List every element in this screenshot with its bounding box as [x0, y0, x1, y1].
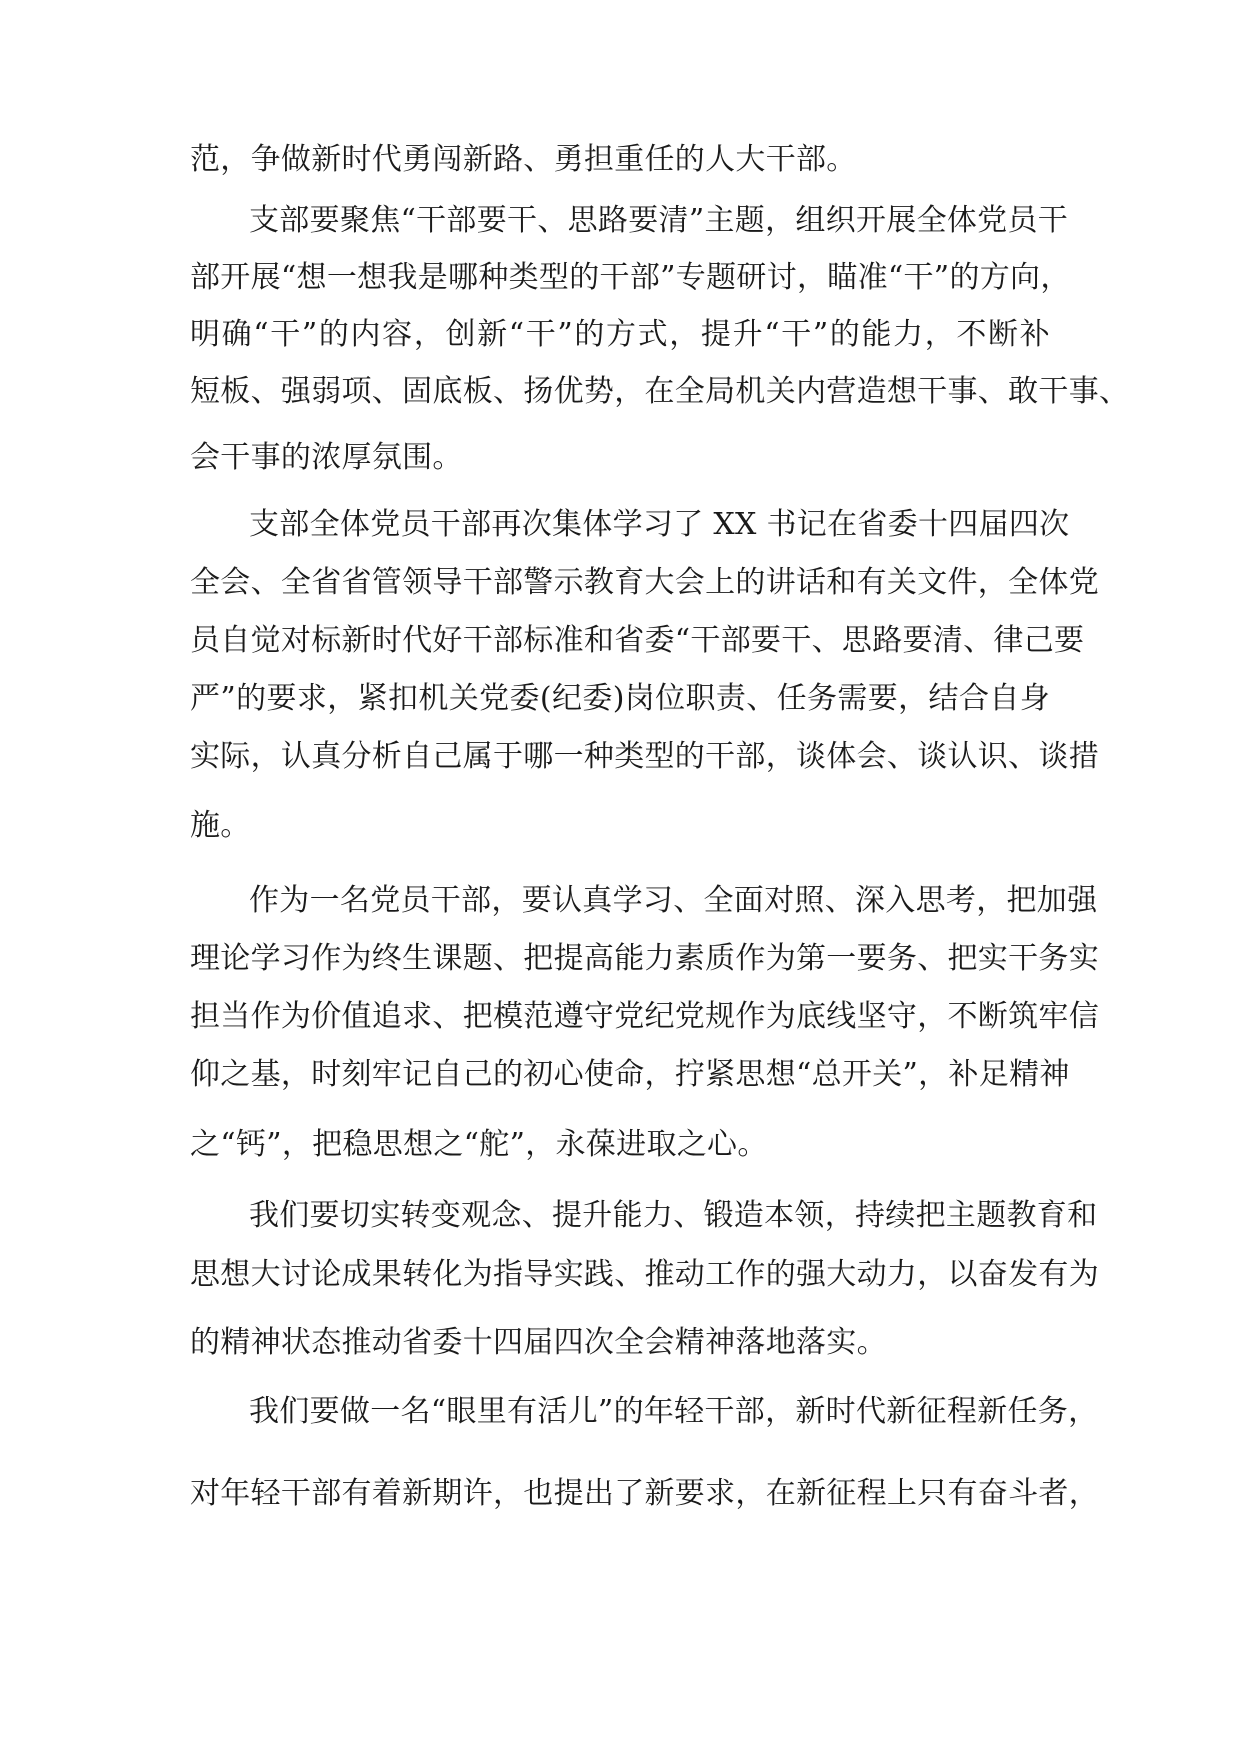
text-line: 明确“干”的内容，创新“干”的方式，提升“干”的能力，不断补 [190, 317, 1050, 352]
text-line: 全会、全省省管领导干部警示教育大会上的讲话和有关文件，全体党 [190, 565, 1099, 600]
text-line: 担当作为价值追求、把模范遵守党纪党规作为底线坚守，不断筑牢信 [190, 999, 1099, 1034]
text-line: 的精神状态推动省委十四届四次全会精神落地落实。 [190, 1325, 887, 1360]
text-line: 短板、强弱项、固底板、扬优势，在全局机关内营造想干事、敢干事、 [190, 374, 1130, 409]
text-line: 实际，认真分析自己属于哪一种类型的干部，谈体会、谈认识、谈措 [190, 739, 1099, 774]
paragraph-first-line: 我们要切实转变观念、提升能力、锻造本领，持续把主题教育和 [249, 1198, 1098, 1233]
text-line: 部开展“想一想我是哪种类型的干部”专题研讨，瞄准“干”的方向， [190, 260, 1071, 295]
text-line: 理论学习作为终生课题、把提高能力素质作为第一要务、把实干务实 [190, 941, 1099, 976]
paragraph-first-line: 支部全体党员干部再次集体学习了 XX 书记在省委十四届四次 [249, 507, 1070, 542]
text-line: 仰之基，时刻牢记自己的初心使命，拧紧思想“总开关”，补足精神 [190, 1057, 1070, 1092]
text-line: 之“钙”，把稳思想之“舵”，永葆进取之心。 [190, 1127, 768, 1162]
text-line: 员自觉对标新时代好干部标准和省委“干部要干、思路要清、律己要 [190, 623, 1085, 658]
paragraph-first-line: 我们要做一名“眼里有活儿”的年轻干部，新时代新征程新任务， [249, 1394, 1099, 1429]
paragraph-first-line: 作为一名党员干部，要认真学习、全面对照、深入思考，把加强 [249, 883, 1098, 918]
text-line: 严”的要求，紧扣机关党委(纪委)岗位职责、任务需要，结合自身 [190, 681, 1050, 716]
paragraph-first-line: 支部要聚焦“干部要干、思路要清”主题，组织开展全体党员干 [249, 203, 1069, 238]
text-line: 思想大讨论成果转化为指导实践、推动工作的强大动力，以奋发有为 [190, 1257, 1099, 1292]
text-line: 范，争做新时代勇闯新路、勇担重任的人大干部。 [190, 142, 857, 177]
text-line: 对年轻干部有着新期许，也提出了新要求，在新征程上只有奋斗者， [190, 1476, 1099, 1511]
text-line: 施。 [190, 808, 251, 843]
text-line: 会干事的浓厚氛围。 [190, 440, 463, 475]
